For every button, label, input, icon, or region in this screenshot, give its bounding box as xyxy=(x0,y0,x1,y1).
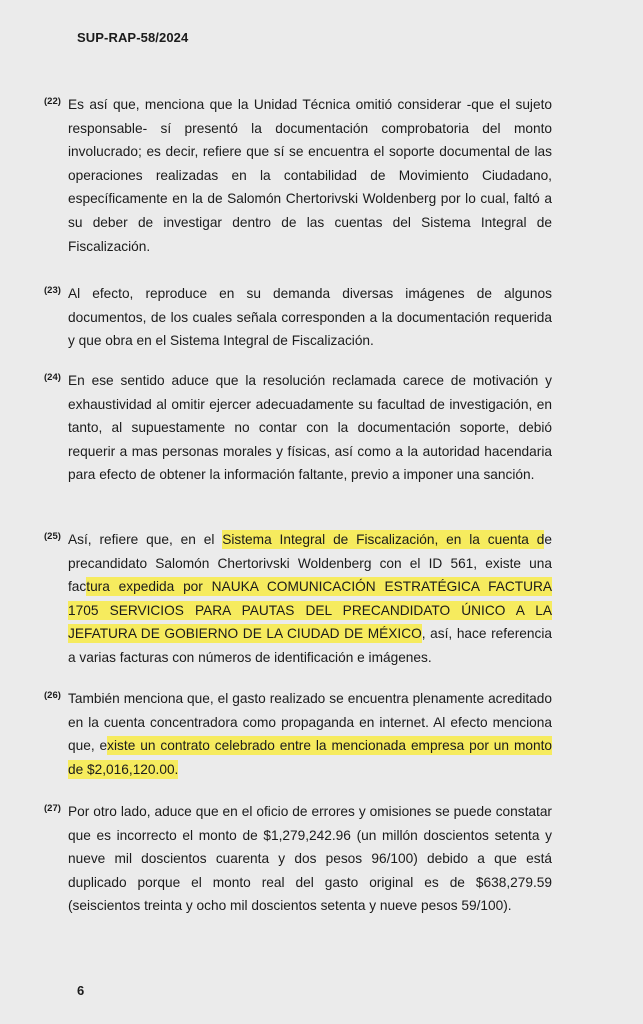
paragraph-text xyxy=(68,369,552,487)
paragraph-26 xyxy=(44,687,552,781)
paragraph-22 xyxy=(44,93,552,258)
paragraph-number: (27) xyxy=(44,803,61,814)
paragraph-text xyxy=(68,687,552,781)
text-segment: e precandidato Salomón Chertorivski Woldenberg con el ID 561, existe una fac xyxy=(68,532,552,595)
paragraph-number: (26) xyxy=(44,690,61,701)
paragraph-text xyxy=(68,800,552,918)
paragraph-number: (22) xyxy=(44,96,61,107)
paragraph-number: (23) xyxy=(44,285,61,296)
text-segment: Es así que, menciona que la Unidad Técnica omitió considerar -que el sujeto responsable- sí presentó la documentación comprobatoria del monto involucrado; es decir, refiere que sí se encuentra el soporte documental de las operaciones realizadas en la contabilidad de Movimiento Ciudadano, específicamente en la de Salomón Chertorivski Woldenberg por lo cual, faltó a su deber de investigar dentro de las cuentas del Sistema Integral de Fiscalización. xyxy=(68,97,552,254)
paragraph-23 xyxy=(44,282,552,353)
text-segment: Por otro lado, aduce que en el oficio de errores y omisiones se puede constatar que es incorrecto el monto de $1,279,242.96 (un millón doscientos setenta y nueve mil doscientos cuarenta y dos pesos 96/100) debido a que está duplicado porque el monto real del gasto original es de $638,279.59 (seiscientos treinta y ocho mil doscientos setenta y nueve pesos 59/100). xyxy=(68,804,552,914)
text-segment: En ese sentido aduce que la resolución reclamada carece de motivación y exhaustividad al omitir ejercer adecuadamente su facultad de investigación, en tanto, al supuestamente no contar con la documentación soporte, debió requerir a mas personas morales y físicas, así como a la autoridad hacendaria para efecto de obtener la información faltante, previo a imponer una sanción. xyxy=(68,373,552,483)
paragraph-number: (25) xyxy=(44,531,61,542)
highlighted-text: tura expedida por NAUKA COMUNICACIÓN ESTRATÉGICA FACTURA 1705 SERVICIOS PARA PAUTAS DEL PRECANDIDATO ÚNICO A LA JEFATURA DE GOBIERNO DE LA CIUDAD DE MÉXICO xyxy=(68,579,552,642)
paragraph-number: (24) xyxy=(44,372,61,383)
highlighted-text: xiste un contrato celebrado entre la mencionada empresa por un monto de $2,016,120.00. xyxy=(68,738,552,777)
paragraph-text xyxy=(68,528,552,670)
paragraph-24 xyxy=(44,369,552,487)
text-segment: , así, hace referencia a varias facturas con números de identificación e imágenes. xyxy=(68,626,552,665)
paragraph-text xyxy=(68,93,552,258)
case-number-header: SUP-RAP-58/2024 xyxy=(77,30,189,45)
highlighted-text: Sistema Integral de Fiscalización, en la cuenta d xyxy=(222,532,545,547)
paragraph-25 xyxy=(44,528,552,670)
paragraph-27 xyxy=(44,800,552,918)
text-segment: Al efecto, reproduce en su demanda diversas imágenes de algunos documentos, de los cuales señala corresponden a la documentación requerida y que obra en el Sistema Integral de Fiscalización. xyxy=(68,286,552,349)
text-segment: Así, refiere que, en el xyxy=(68,532,223,547)
page-number: 6 xyxy=(77,983,85,998)
text-segment: También menciona que, el gasto realizado se encuentra plenamente acreditado en la cuenta concentradora como propaganda en internet. Al efecto menciona que, e xyxy=(68,691,552,754)
paragraph-text xyxy=(68,282,552,353)
